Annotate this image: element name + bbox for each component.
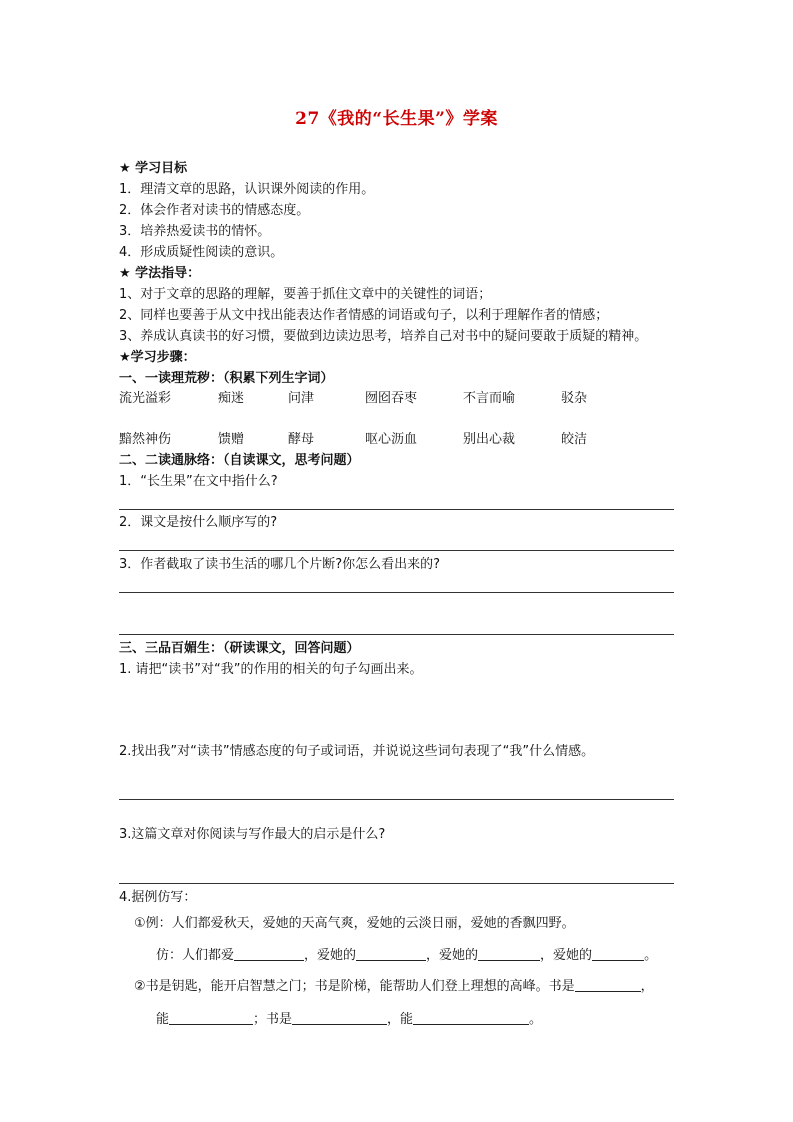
imitation-text: ，爱她的 xyxy=(540,948,593,963)
goal-item: 1．理清文章的思路，认识课外阅读的作用。 xyxy=(119,182,375,197)
vocab-word: 流光溢彩 xyxy=(119,391,172,406)
question: 3．作者截取了读书生活的哪几个片断?你怎么看出来的? xyxy=(119,557,441,572)
vocab-word: 驳杂 xyxy=(561,391,588,406)
fill-blank[interactable] xyxy=(413,1010,529,1025)
vocab-word: 馈赠 xyxy=(218,432,245,447)
imitation-end: 。 xyxy=(529,1012,543,1027)
method-item: 3、养成认真读书的好习惯，要做到边读边思考，培养自己对书中的疑问要敢于质疑的精神。 xyxy=(119,329,648,344)
question: 2.找出我”对“读书”情感态度的句子或词语，并说说这些词句表现了“我”什么情感。 xyxy=(119,744,595,759)
vocab-word: 囫囵吞枣 xyxy=(365,391,418,406)
fill-blank[interactable] xyxy=(592,946,644,961)
page-title: 27《我的“长生果”》学案 xyxy=(295,109,498,129)
fill-blank[interactable] xyxy=(575,977,641,992)
method-heading: ★ 学法指导： xyxy=(119,266,201,281)
example-text: ， xyxy=(640,979,654,994)
fill-blank[interactable] xyxy=(356,946,426,961)
fill-blank[interactable] xyxy=(292,1010,387,1025)
example-sentence: ①例：人们都爱秋天，爱她的天高气爽，爱她的云淡日丽，爱她的香飘四野。 xyxy=(134,916,575,931)
imitation-end: 。 xyxy=(644,948,658,963)
method-item: 1、对于文章的思路的理解，要善于抓住文章中的关键性的词语； xyxy=(119,287,492,302)
fill-blank[interactable] xyxy=(234,946,304,961)
vocab-word: 不言而喻 xyxy=(463,391,516,406)
answer-line[interactable] xyxy=(119,799,674,800)
steps-heading: ★学习步骤： xyxy=(119,350,196,365)
part2-heading: 二、二读通脉络：（自读课文，思考问题） xyxy=(119,453,360,468)
vocab-word: 别出心裁 xyxy=(463,432,516,447)
imitation-prefix: 仿：人们都爱 xyxy=(156,948,235,963)
answer-line[interactable] xyxy=(119,509,674,510)
imitation-prefix: 能 xyxy=(156,1012,170,1027)
method-item: 2、同样也要善于从文中找出能表达作者情感的词语或句子，以利于理解作者的情感； xyxy=(119,308,609,323)
vocab-word: 呕心沥血 xyxy=(365,432,418,447)
goal-item: 3．培养热爱读书的情怀。 xyxy=(119,224,271,239)
fill-blank[interactable] xyxy=(169,1010,253,1025)
imitation-line-2 xyxy=(156,1010,542,1029)
question: 2．课文是按什么顺序写的? xyxy=(119,515,278,530)
part1-heading: 一、一读理荒秽：（积累下列生字词） xyxy=(119,371,334,386)
answer-line[interactable] xyxy=(119,550,674,551)
imitation-text: ，爱她的 xyxy=(304,948,357,963)
vocab-word: 问津 xyxy=(288,391,315,406)
fill-blank[interactable] xyxy=(478,946,540,961)
answer-line[interactable] xyxy=(119,592,674,593)
part3-heading: 三、三品百媚生：（研读课文，回答问题） xyxy=(119,641,360,656)
example-text: ②书是钥匙，能开启智慧之门；书是阶梯，能帮助人们登上理想的高峰。书是 xyxy=(134,979,575,994)
question: 3.这篇文章对你阅读与写作最大的启示是什么? xyxy=(119,827,386,842)
answer-line[interactable] xyxy=(119,634,674,635)
vocab-word: 皎洁 xyxy=(561,432,588,447)
imitation-text: ，爱她的 xyxy=(426,948,479,963)
goal-item: 2．体会作者对读书的情感态度。 xyxy=(119,203,310,218)
imitation-line xyxy=(156,946,657,965)
imitation-text: ；书是 xyxy=(253,1012,293,1027)
goals-heading: ★ 学习目标 xyxy=(119,161,188,176)
question: 1. 请把“读书”对“我”的作用的相关的句子勾画出来。 xyxy=(119,662,423,677)
goal-item: 4．形成质疑性阅读的意识。 xyxy=(119,245,284,260)
question: 1．“长生果”在文中指什么? xyxy=(119,474,278,489)
vocab-word: 痴迷 xyxy=(218,391,245,406)
example-sentence-2 xyxy=(134,977,654,996)
vocab-word: 酵母 xyxy=(288,432,315,447)
question: 4.据例仿写： xyxy=(119,890,197,905)
imitation-text: ，能 xyxy=(387,1012,414,1027)
vocab-word: 黯然神伤 xyxy=(119,432,172,447)
answer-line[interactable] xyxy=(119,883,674,884)
